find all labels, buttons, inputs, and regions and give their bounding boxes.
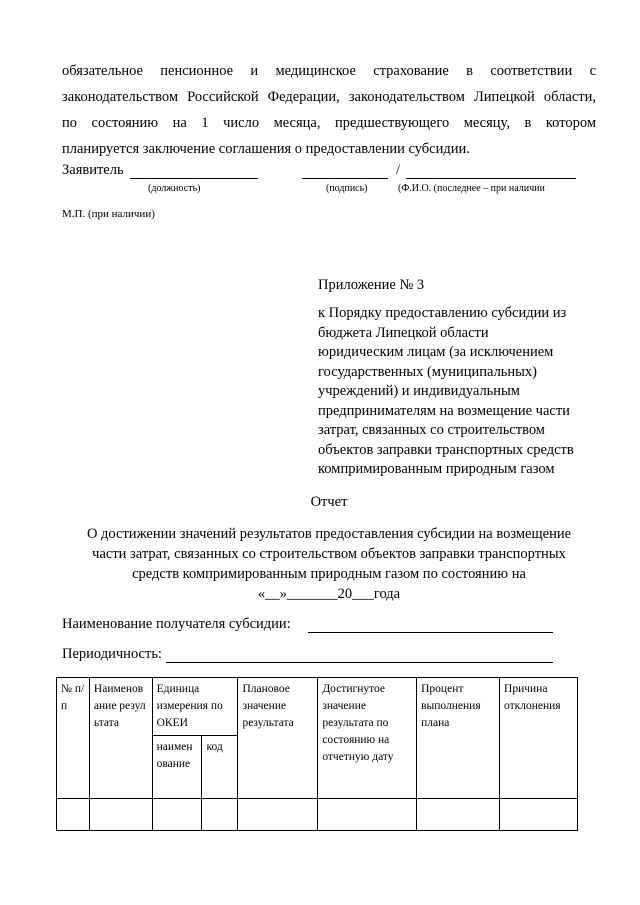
report-title: [62, 524, 596, 604]
report-title-line: части затрат, связанных со строительством объектов заправки транспортных: [92, 546, 566, 562]
periodicity-field[interactable]: [166, 662, 553, 663]
header-achieved: Достигнутое значение результата по состоянию на отчетную дату: [318, 678, 417, 799]
table-header-row: [57, 678, 578, 736]
appendix-line: компримированным природным газом: [318, 461, 555, 477]
report-title-line: О достижении значений результатов предоставления субсидии на возмещение: [86, 526, 572, 542]
appendix-line: государственных (муниципальных): [318, 363, 537, 380]
position-caption: (должность): [148, 183, 201, 194]
report-heading: Отчет: [310, 494, 348, 510]
header-planned: Плановое значение результата: [238, 678, 318, 799]
paragraph-line: планируется заключение соглашения о предоставлении субсидии.: [62, 141, 470, 157]
paragraph-line: обязательное пенсионное и медицинское страхование в соответствии с: [62, 63, 596, 79]
position-line: [130, 178, 258, 179]
appendix-line: юридическим лицам (за исключением: [318, 344, 554, 360]
slash: /: [396, 162, 401, 178]
report-title-line: «__»_______20___года: [257, 586, 401, 602]
appendix-line: учреждений) и индивидуальным: [318, 383, 520, 399]
header-percent: Процент выполнения плана: [417, 678, 500, 799]
table-cell[interactable]: [57, 799, 90, 831]
recipient-field[interactable]: [308, 632, 553, 633]
paragraph-line: по состоянию на 1 число месяца, предшествующего месяцу, в котором: [62, 115, 596, 131]
table-cell[interactable]: [238, 799, 318, 831]
table-cell[interactable]: [318, 799, 417, 831]
name-line: [406, 178, 576, 179]
appendix-text: [318, 304, 603, 480]
table-cell[interactable]: [152, 799, 202, 831]
report-title-line: средств компримированным природным газом по состоянию на: [132, 566, 526, 582]
header-num: № п/п: [57, 678, 90, 799]
paragraph-line: законодательством Российской Федерации, законодательством Липецкой области,: [62, 89, 596, 105]
header-reason: Причина отклонения: [500, 678, 578, 799]
report-table: [56, 677, 578, 831]
table-cell[interactable]: [417, 799, 500, 831]
sign-caption: (подпись): [326, 183, 368, 194]
paragraph-continuation: [62, 58, 596, 162]
appendix-number: Приложение № 3: [318, 277, 425, 293]
subheader-code: код: [202, 736, 238, 799]
signature-row: [62, 162, 596, 184]
table-row: [57, 799, 578, 831]
applicant-label: Заявитель: [62, 162, 124, 178]
appendix-line: бюджета Липецкой области: [318, 324, 489, 341]
table-cell[interactable]: [202, 799, 238, 831]
appendix-line: к Порядку предоставлению субсидии из: [318, 305, 567, 321]
name-caption: (Ф.И.О. (последнее – при наличии: [398, 183, 545, 194]
recipient-label: Наименование получателя субсидии:: [62, 616, 291, 632]
subheader-name: наименование: [152, 736, 202, 799]
signature-line: [302, 178, 388, 179]
appendix-line: затрат, связанных со строительством: [318, 422, 545, 438]
periodicity-label: Периодичность:: [62, 646, 162, 662]
appendix-line: объектов заправки транспортных средств: [318, 441, 574, 458]
table-cell[interactable]: [89, 799, 152, 831]
header-result-name: Наименование результата: [89, 678, 152, 799]
table-cell[interactable]: [500, 799, 578, 831]
stamp-label: М.П. (при наличии): [62, 208, 155, 220]
header-unit: Единица измерения по ОКЕИ: [152, 678, 238, 736]
appendix-line: предпринимателям на возмещение части: [318, 402, 570, 419]
